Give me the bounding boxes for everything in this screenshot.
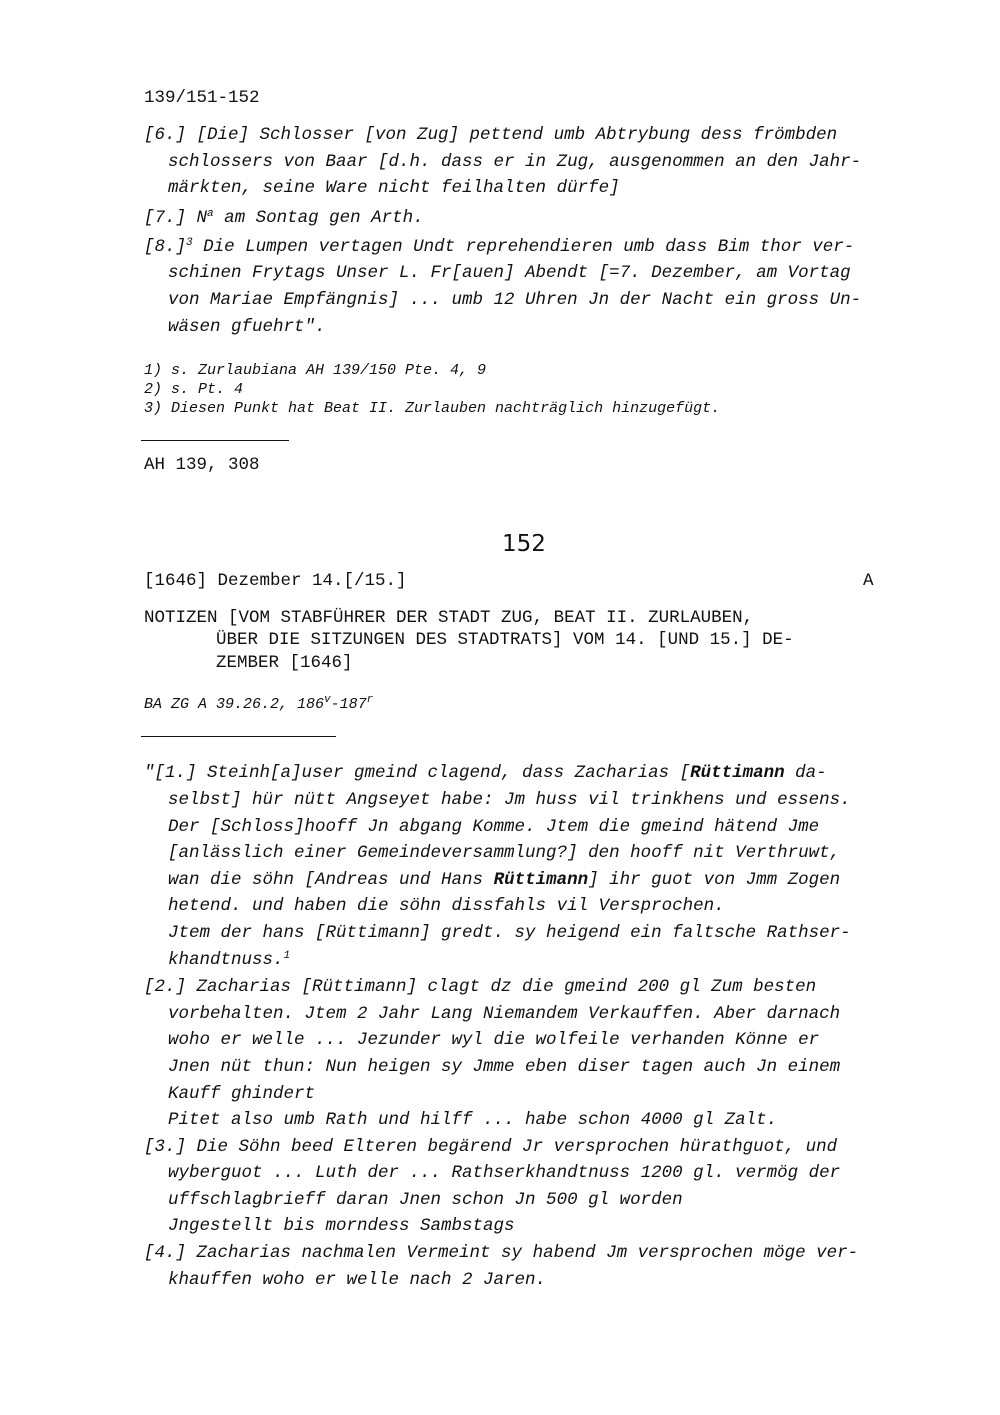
point-8-line-3: von Mariae Empfängnis] ... umb 12 Uhren Jn der Nacht ein gross Un- [168,290,862,310]
p2-line-1: [2.] Zacharias [Rüttimann] clagt dz die gmeind 200 gl Zum besten [144,977,817,997]
footnote-1: 1) s. Zurlaubiana AH 139/150 Pte. 4, 9 [144,362,487,379]
p1-line-6: hetend. und haben die söhn dissfahls vil Versprochen. [168,896,725,916]
point-7-sup: a [207,208,214,220]
p1-line-8: khandtnuss.$^1$ [168,950,291,970]
page-reference: 139/151-152 [144,88,260,108]
entry-marker: A [863,571,874,591]
footnote-3: 3) Diesen Punkt hat Beat II. Zurlauben nachträglich hinzugefügt. [144,400,721,417]
entry-source: BA ZG A 39.26.2, 186$^v$-187$^r$ [144,694,374,713]
p1-line-7: Jtem der hans [Rüttimann] gredt. sy heigend ein faltsche Rathser- [168,923,851,943]
p3-line-4: Jngestellt bis morndess Sambstags [168,1216,515,1236]
name-ruettimann: Rüttimann [690,763,785,783]
p1-line-1: "[1.] Steinh[a]user gmeind clagend, dass Zacharias [Rüttimann da- [144,763,827,783]
p2-line-4: Jnen nüt thun: Nun heigen sy Jmme eben diser tagen auch Jn einem [168,1057,841,1077]
p4-line-2: khauffen woho er welle nach 2 Jaren. [168,1270,547,1290]
point-6-line-2: schlossers von Baar [d.h. dass er in Zug, ausgenommen an den Jahr- [168,152,862,172]
source-divider [141,736,336,737]
p3-line-3: uffschlagbrieff daran Jnen schon Jn 500 gl worden [168,1190,683,1210]
footnote-2: 2) s. Pt. 4 [144,381,244,398]
point-6-line-1: [6.] [Die] Schlosser [von Zug] pettend umb Abtrybung dess frömbden [144,125,838,145]
point-8-line-2: schinen Frytags Unser L. Fr[auen] Abendt [=7. Dezember, am Vortag [168,263,851,283]
point-7: [7.] $N^a$ am Sontag gen Arth. [144,208,424,228]
entry-title-line-2: ÜBER DIE SITZUNGEN DES STADTRATS] VOM 14. [UND 15.] DE- [216,630,794,650]
p2-line-6: Pitet also umb Rath und hilff ... habe schon 4000 gl Zalt. [168,1110,778,1130]
prev-source: AH 139, 308 [144,455,260,475]
p1-line-3: Der [Schloss]hooff Jn abgang Komme. Jtem die gmeind hätend Jme [168,817,820,837]
point-8-line-1: $[8.]^3$ Die Lumpen vertagen Undt reprehendieren umb dass Bim thor ver- [144,237,855,257]
p1-line-4: [anlässlich einer Gemeindeversammlung?] den hooff nit Verthruwt, [168,843,841,863]
p2-line-2: vorbehalten. Jtem 2 Jahr Lang Niemandem Verkauffen. Aber darnach [168,1004,841,1024]
p4-line-1: [4.] Zacharias nachmalen Vermeint sy habend Jm versprochen möge ver- [144,1243,859,1263]
p2-line-3: woho er welle ... Jezunder wyl die wolfeile verhanden Könne er [168,1030,820,1050]
entry-date: [1646] Dezember 14.[/15.] [144,571,407,591]
name-ruettimann-2: Rüttimann [493,870,589,890]
point-6-line-3: märkten, seine Ware nicht feilhalten dürfe] [168,178,620,198]
entry-number: 152 [502,531,546,557]
p1-footnote-ref: 1 [283,950,291,962]
p2-line-5: Kauff ghindert [168,1084,316,1104]
point-8-line-4: wäsen gfuehrt". [168,317,326,337]
p1-line-2: selbst] hür nütt Angseyet habe: Jm huss vil trinkhens und essens. [168,790,851,810]
footnote-divider [141,440,289,441]
p3-line-1: [3.] Die Söhn beed Elteren begärend Jr versprochen hürathguot, und [144,1137,838,1157]
entry-title-line-1: NOTIZEN [VOM STABFÜHRER DER STADT ZUG, BEAT II. ZURLAUBEN, [144,608,754,628]
p3-line-2: wyberguot ... Luth der ... Rathserkhandtnuss 1200 gl. vermög der [168,1163,841,1183]
p1-line-5: wan die söhn [Andreas und Hans Rüttimann] ihr guot von Jmm Zogen [168,870,841,890]
point-8-footnote-ref: 3 [186,237,193,249]
entry-title-line-3: ZEMBER [1646] [216,653,353,673]
